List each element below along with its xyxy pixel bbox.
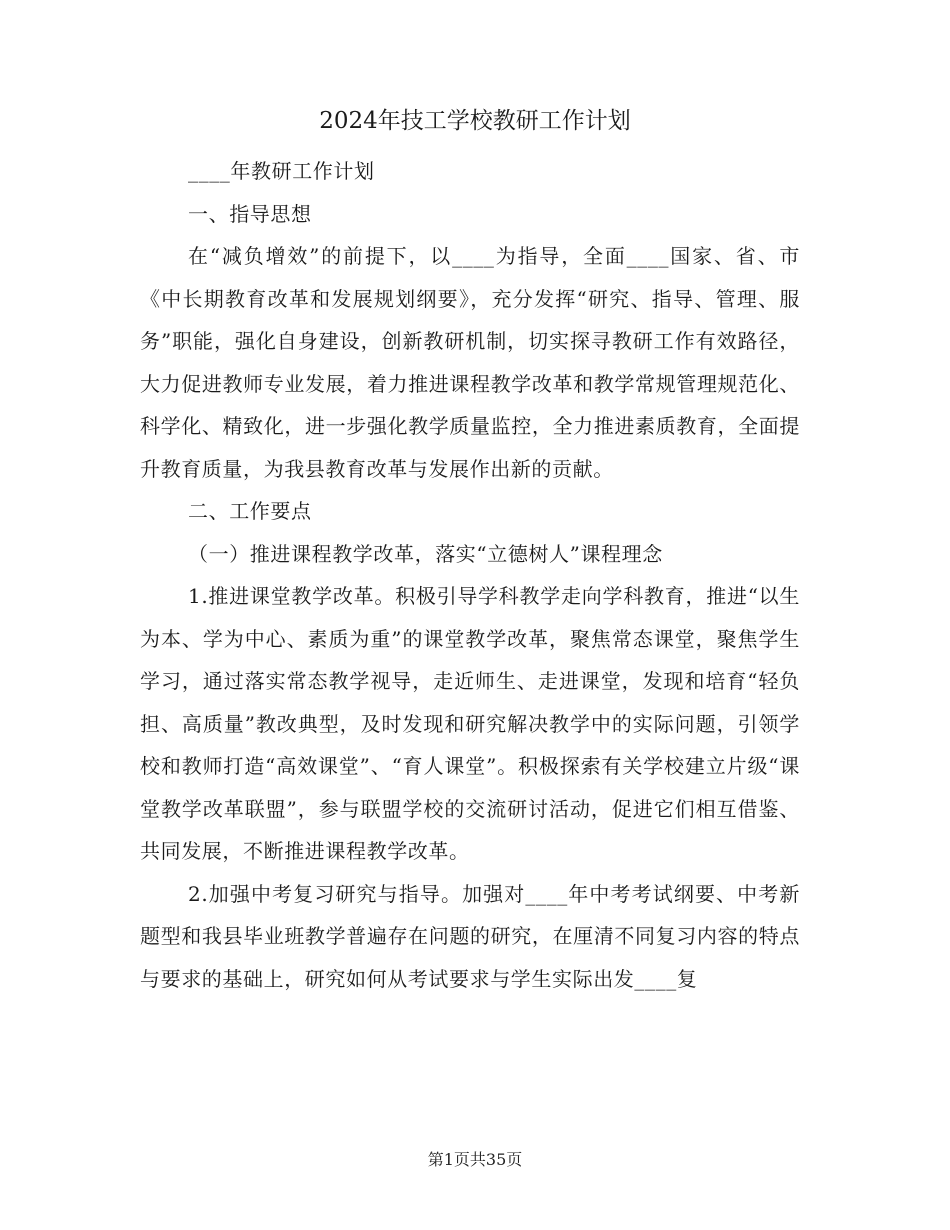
section-heading-work-points: 二、工作要点 [188,499,312,523]
subtitle-paragraph: ____年教研工作计划 [188,159,375,183]
subsection-heading: （一）推进课程教学改革，落实“立德树人”课程理念 [188,541,663,566]
section-heading-guiding-ideology: 一、指导思想 [188,201,312,226]
page-indicator: 第1页共35页 [427,1150,523,1169]
document-title: 2024年技工学校教研工作计划 [319,108,631,134]
body-paragraph: 在“减负增效”的前提下，以____为指导，全面____国家、省、市《中长期教育改革和发展规划纲要》，充分发挥“研究、指导、管理、服务”职能，强化自身建设，创新教研机制，切实探寻教研工作有效路径，大力促进教师专业发展，着力推进课程教学改革和教学常规管理规范化、科学化、精致化，进一步强化教学质量监控，全力推进素质教育，全面提升教育质量，为我县教育改革与发展作出新的贡献。 [140,244,800,481]
body-paragraph: 2.加强中考复习研究与指导。加强对____年中考考试纲要、中考新题型和我县毕业班教学普遍存在问题的研究，在厘清不同复习内容的特点与要求的基础上，研究如何从考试要求与学生实际出发____复 [140,881,800,991]
body-paragraph: 1.推进课堂教学改革。积极引导学科教学走向学科教育，推进“以生为本、学为中心、素质为重”的课堂教学改革，聚焦常态课堂，聚焦学生学习，通过落实常态教学视导，走近师生、走进课堂，发现和培育“轻负担、高质量”教改典型，及时发现和研究解决教学中的实际问题，引领学校和教师打造“高效课堂”、“育人课堂”。积极探索有关学校建立片级“课堂教学改革联盟”，参与联盟学校的交流研讨活动，促进它们相互借鉴、共同发展，不断推进课程教学改革。 [140,584,800,863]
document-body [140,150,800,1000]
